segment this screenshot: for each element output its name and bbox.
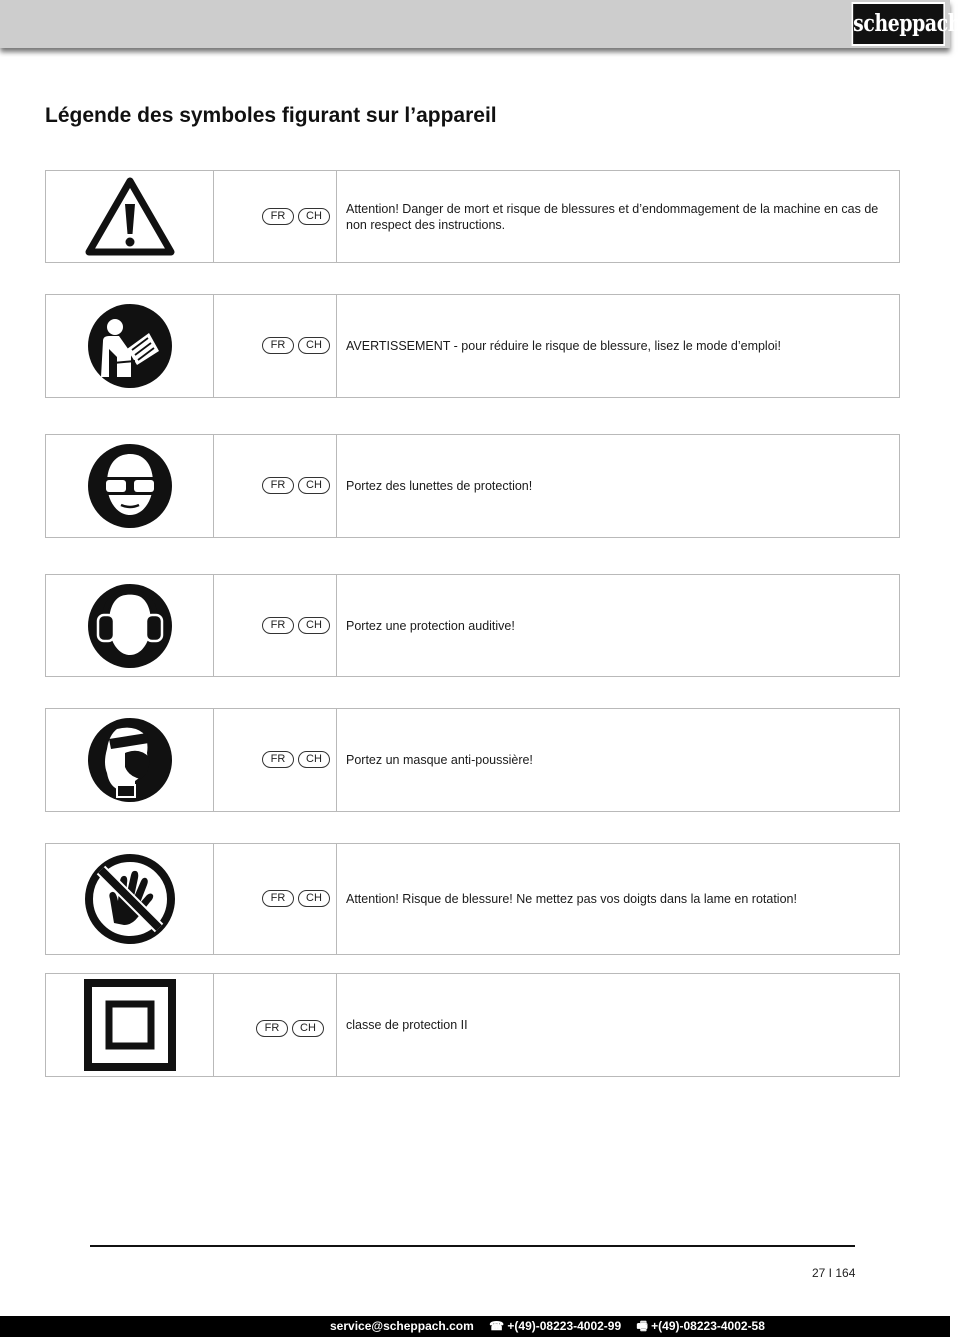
ear-protection-icon — [87, 583, 173, 669]
symbol-row — [45, 170, 900, 263]
fax-number: 🖷 +(49)-08223-4002-58 — [636, 1319, 765, 1333]
lang-badge-fr: FR — [256, 1020, 288, 1037]
symbol-description: Attention! Danger de mort et risque de blessures et d’endommagement de la machine en cas de non respect des instructions. — [346, 202, 879, 232]
language-cell — [214, 435, 337, 537]
description-cell — [337, 295, 899, 397]
symbol-row — [45, 434, 900, 538]
dust-mask-icon — [87, 717, 173, 803]
description-cell — [337, 844, 899, 954]
no-hands-icon — [84, 853, 176, 945]
lang-badge-fr: FR — [262, 477, 294, 494]
scheppach-logo[interactable]: scheppach — [852, 2, 945, 46]
symbol-row — [45, 843, 900, 955]
language-cell — [214, 171, 337, 262]
symbol-row — [45, 574, 900, 677]
protection-class-ii-icon — [84, 979, 176, 1071]
symbol-cell — [46, 844, 214, 954]
lang-badge-ch: CH — [298, 617, 330, 634]
page-title: Légende des symboles figurant sur l’appareil — [45, 104, 497, 127]
language-cell — [214, 575, 337, 676]
footer-divider — [90, 1245, 855, 1247]
symbol-cell — [46, 435, 214, 537]
description-cell — [337, 974, 899, 1076]
symbol-cell — [46, 295, 214, 397]
description-cell — [337, 435, 899, 537]
symbol-description: AVERTISSEMENT - pour réduire le risque de blessure, lisez le mode d’emploi! — [346, 339, 781, 353]
symbol-cell — [46, 974, 214, 1076]
description-cell — [337, 171, 899, 262]
page-number: 27 I 164 — [812, 1266, 856, 1280]
lang-badge-ch: CH — [298, 208, 330, 225]
symbol-description: Attention! Risque de blessure! Ne mettez pas vos doigts dans la lame en rotation! — [346, 892, 797, 906]
lang-badge-fr: FR — [262, 890, 294, 907]
symbol-cell — [46, 709, 214, 811]
lang-badge-ch: CH — [298, 337, 330, 354]
symbol-cell — [46, 171, 214, 262]
description-cell — [337, 709, 899, 811]
contact-bar — [0, 1316, 950, 1337]
phone-number: ☎ +(49)-08223-4002-99 — [489, 1319, 622, 1333]
symbol-row — [45, 294, 900, 398]
lang-badge-ch: CH — [298, 890, 330, 907]
language-cell — [214, 295, 337, 397]
language-cell — [214, 974, 337, 1076]
symbol-description: Portez des lunettes de protection! — [346, 479, 533, 493]
eye-protection-icon — [87, 443, 173, 529]
symbol-row — [45, 973, 900, 1077]
lang-badge-ch: CH — [292, 1020, 324, 1037]
lang-badge-fr: FR — [262, 751, 294, 768]
language-cell — [214, 709, 337, 811]
lang-badge-ch: CH — [298, 477, 330, 494]
description-cell — [337, 575, 899, 676]
read-manual-icon — [87, 303, 173, 389]
symbol-description: classe de protection II — [346, 1018, 468, 1032]
lang-badge-fr: FR — [262, 617, 294, 634]
language-cell — [214, 844, 337, 954]
symbol-description: Portez une protection auditive! — [346, 619, 515, 633]
header-bar — [0, 0, 961, 48]
lang-badge-fr: FR — [262, 208, 294, 225]
lang-badge-fr: FR — [262, 337, 294, 354]
symbol-cell — [46, 575, 214, 676]
lang-badge-ch: CH — [298, 751, 330, 768]
service-email[interactable]: service@scheppach.com — [330, 1319, 474, 1333]
symbol-row — [45, 708, 900, 812]
symbol-description: Portez un masque anti-poussière! — [346, 753, 533, 767]
warning-triangle-icon — [86, 178, 174, 256]
